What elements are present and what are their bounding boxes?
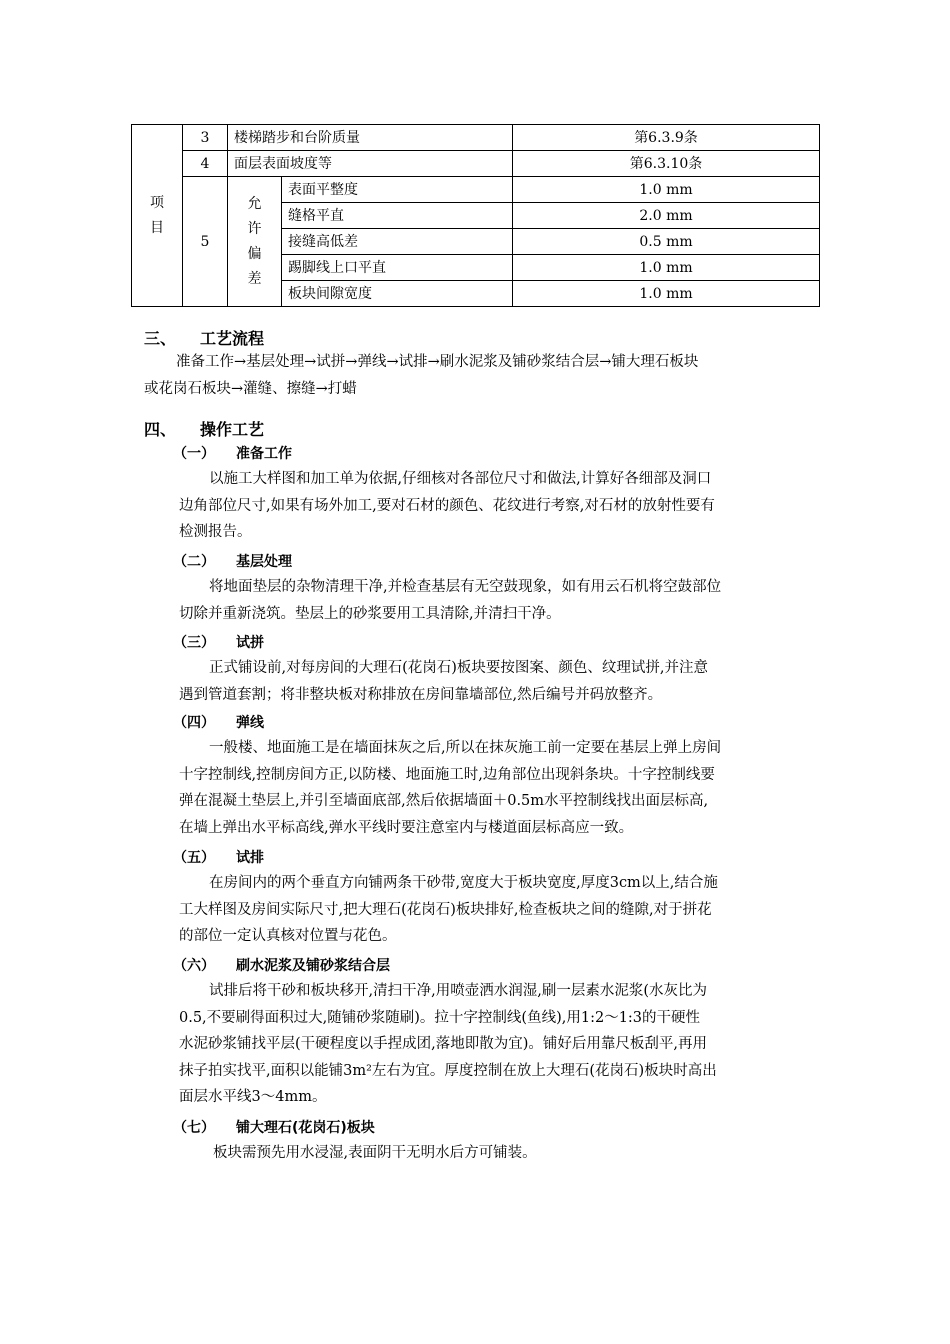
paragraph-line: 在墙上弹出水平标高线,弹水平线时要注意室内与楼道面层标高应一致。 <box>179 819 634 836</box>
paragraph <box>179 1140 807 1167</box>
row-item: 踢脚线上口平直 <box>282 255 513 281</box>
subsection-heading <box>173 551 292 571</box>
paragraph-line: 面层水平线3～4mm。 <box>179 1089 327 1105</box>
paragraph-line: 遇到管道套割；将非整块板对称排放在房间靠墙部位,然后编号并码放整齐。 <box>179 686 663 703</box>
row-value: 1.0 mm <box>513 281 820 307</box>
paragraph-line: 0.5,不要刷得面积过大,随铺砂浆随刷)。拉十字控制线(鱼线),用1:2～1:3的干硬性 <box>179 1009 701 1026</box>
quality-table <box>131 124 820 307</box>
subsection-heading <box>173 712 264 732</box>
subsection-heading <box>173 847 264 867</box>
subsection-number: （二） <box>173 554 215 570</box>
section-number: 三、 <box>144 329 177 348</box>
row-item: 缝格平直 <box>282 203 513 229</box>
paragraph <box>179 574 807 627</box>
subsection-heading <box>173 1117 375 1137</box>
table-row <box>132 125 820 151</box>
row-value: 0.5 mm <box>513 229 820 255</box>
vertical-char: 差 <box>247 270 262 287</box>
subsection-title: 弹线 <box>236 715 264 731</box>
row-item: 板块间隙宽度 <box>282 281 513 307</box>
subsection-number: （五） <box>173 850 215 866</box>
vertical-char: 目 <box>150 219 164 236</box>
paragraph-line: 工大样图及房间实际尺寸,把大理石(花岗石)板块排好,检查板块之间的缝隙,对于拼花 <box>179 901 712 918</box>
row-item: 表面平整度 <box>282 177 513 203</box>
row-value: 2.0 mm <box>513 203 820 229</box>
paragraph-line: 在房间内的两个垂直方向铺两条干砂带,宽度大于板块宽度,厚度3cm以上,结合施 <box>209 875 718 891</box>
paragraph-line: 弹在混凝土垫层上,并引至墙面底部,然后依据墙面＋0.5m水平控制线找出面层标高, <box>179 793 709 809</box>
paragraph-line: 将地面垫层的杂物清理干净,并检查基层有无空鼓现象，如有用云石机将空鼓部位 <box>209 579 722 595</box>
paragraph-line: 十字控制线,控制房间方正,以防楼、地面施工时,边角部位出现斜条块。十字控制线要 <box>179 766 715 783</box>
paragraph-line: 检测报告。 <box>179 524 252 540</box>
row-value: 1.0 mm <box>513 177 820 203</box>
section-number: 四、 <box>144 420 177 439</box>
subsection-title: 刷水泥浆及铺砂浆结合层 <box>236 958 390 974</box>
paragraph <box>179 870 807 950</box>
subsection-number: （六） <box>173 958 215 974</box>
row-value: 第6.3.10条 <box>513 151 820 177</box>
vertical-char: 项 <box>150 194 164 211</box>
paragraph-line: 正式铺设前,对每房间的大理石(花岗石)板块要按图案、颜色、纹理试拼,并注意 <box>209 660 709 676</box>
subsection-heading <box>173 955 390 975</box>
paragraph <box>179 978 807 1111</box>
subsection-title: 试排 <box>236 850 264 866</box>
paragraph-line: 切除并重新浇筑。垫层上的砂浆要用工具清除,并清扫干净。 <box>179 605 561 622</box>
subsection-title: 基层处理 <box>236 554 292 570</box>
paragraph-line: 水泥砂浆铺找平层(干硬程度以手捏成团,落地即散为宜)。铺好后用靠尺板刮平,再用 <box>179 1036 708 1052</box>
subsection-number: （四） <box>173 715 215 731</box>
paragraph-line: 的部位一定认真核对位置与花色。 <box>179 928 397 944</box>
subsection-number: （一） <box>173 446 215 462</box>
paragraph-line: 边角部位尺寸,如果有场外加工,要对石材的颜色、花纹进行考察,对石材的放射性要有 <box>179 497 715 514</box>
subsection-title: 准备工作 <box>236 446 292 462</box>
paragraph-line: 准备工作→基层处理→试拼→弹线→试排→刷水泥浆及铺砂浆结合层→铺大理石板块 <box>176 354 699 370</box>
row-value: 第6.3.9条 <box>513 125 820 151</box>
paragraph-line: 板块需预先用水浸湿,表面阴干无明水后方可铺装。 <box>213 1145 537 1161</box>
subsection-number: （七） <box>173 1120 215 1136</box>
section-title: 工艺流程 <box>200 329 265 348</box>
deviation-cell <box>228 177 282 307</box>
vertical-char: 允 <box>247 195 262 212</box>
vertical-char: 许 <box>247 220 262 237</box>
paragraph-line: 或花岗石板块→灌缝、擦缝→打蜡 <box>144 380 357 397</box>
vertical-char: 偏 <box>247 245 262 262</box>
row-item: 楼梯踏步和台阶质量 <box>228 125 513 151</box>
row-number: 3 <box>183 125 228 151</box>
category-cell <box>132 125 183 307</box>
row-item: 面层表面坡度等 <box>228 151 513 177</box>
paragraph-line: 试排后将干砂和板块移开,清扫干净,用喷壶洒水润湿,刷一层素水泥浆(水灰比为 <box>209 983 707 999</box>
paragraph-line: 抹子拍实找平,面积以能铺3m²左右为宜。厚度控制在放上大理石(花岗石)板块时高出 <box>179 1062 717 1079</box>
paragraph <box>179 466 807 546</box>
paragraph <box>179 735 807 841</box>
section-title: 操作工艺 <box>200 420 265 439</box>
category-label <box>132 191 182 241</box>
subsection-heading <box>173 443 292 463</box>
paragraph <box>144 349 807 402</box>
row-value: 1.0 mm <box>513 255 820 281</box>
subsection-number: （三） <box>173 635 215 651</box>
table-row <box>132 177 820 203</box>
paragraph-line: 一般楼、地面施工是在墙面抹灰之后,所以在抹灰施工前一定要在基层上弹上房间 <box>209 740 722 756</box>
section-heading <box>144 417 264 440</box>
deviation-label <box>228 192 281 292</box>
paragraph-line: 以施工大样图和加工单为依据,仔细核对各部位尺寸和做法,计算好各细部及洞口 <box>209 471 712 487</box>
row-item: 接缝高低差 <box>282 229 513 255</box>
row-number: 4 <box>183 151 228 177</box>
subsection-heading <box>173 632 264 652</box>
paragraph <box>179 655 807 708</box>
subsection-title: 铺大理石(花岗石)板块 <box>236 1120 375 1136</box>
subsection-title: 试拼 <box>236 635 264 651</box>
row-number: 5 <box>183 177 228 307</box>
section-heading <box>144 326 264 349</box>
table-row <box>132 151 820 177</box>
